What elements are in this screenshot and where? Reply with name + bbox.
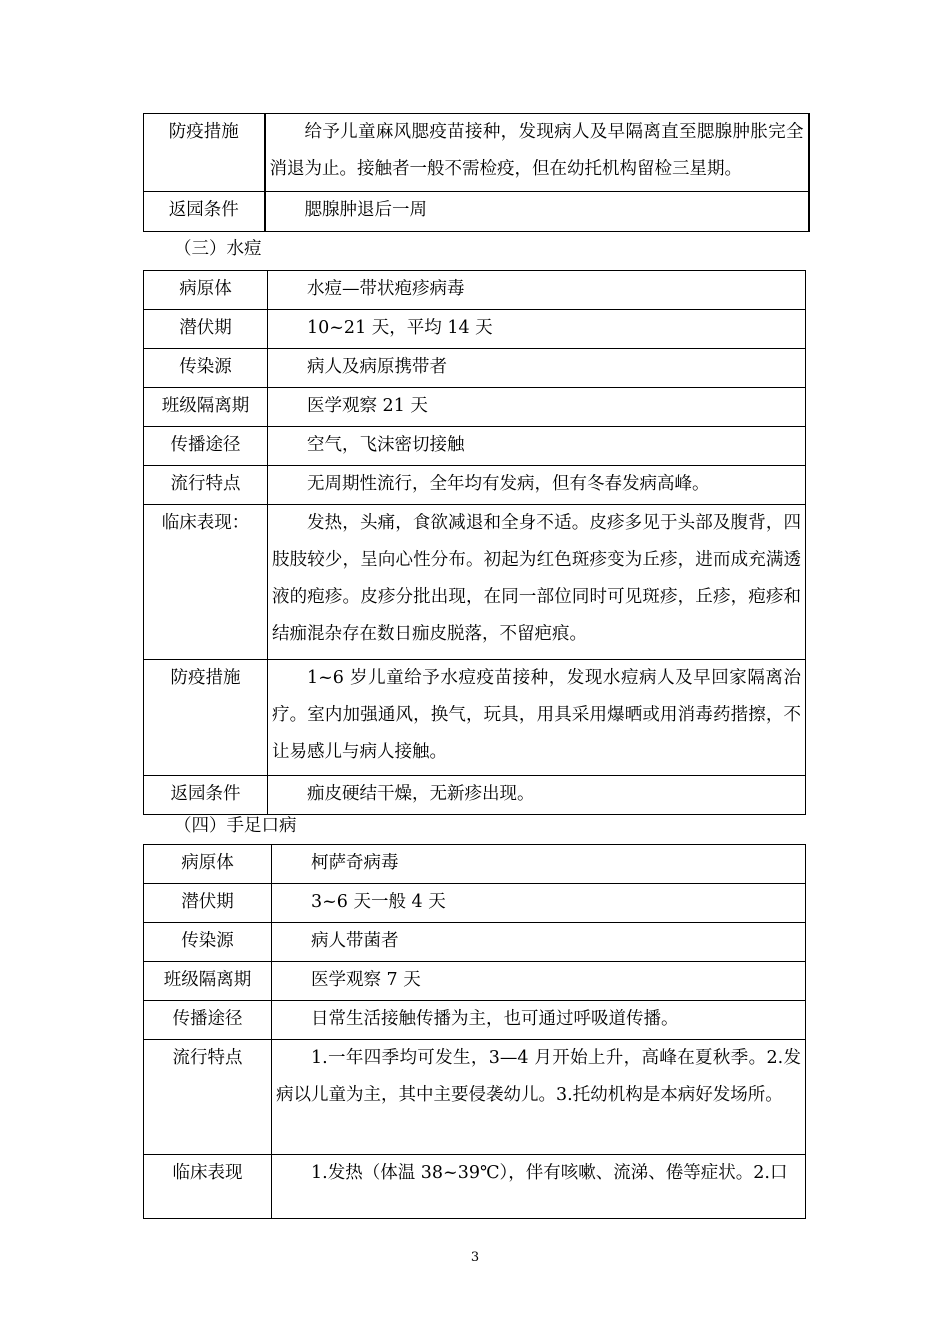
row-label: 防疫措施 (144, 660, 268, 776)
row-label: 临床表现 (144, 1155, 272, 1219)
row-label: 返园条件 (144, 192, 265, 232)
row-label: 传染源 (144, 923, 272, 962)
row-label: 临床表现： (144, 505, 268, 660)
table-row (144, 349, 806, 388)
row-value: 1.发热（体温 38~39℃），伴有咳嗽、流涕、倦等症状。2.口 (272, 1155, 806, 1219)
table-row (144, 192, 809, 232)
row-label: 潜伏期 (144, 884, 272, 923)
row-value: 医学观察 7 天 (272, 962, 806, 1001)
table-row (144, 427, 806, 466)
row-label: 潜伏期 (144, 310, 268, 349)
table-row (144, 466, 806, 505)
table-row (144, 505, 806, 660)
row-label: 传播途径 (144, 427, 268, 466)
table-row (144, 1155, 806, 1219)
row-value: 10~21 天，平均 14 天 (268, 310, 806, 349)
section-heading-chickenpox: （三）水痘 (174, 239, 262, 259)
row-value: 1.一年四季均可发生，3—4 月开始上升，高峰在夏秋季。2.发病以儿童为主，其中主要侵袭幼儿。3.托幼机构是本病好发场所。 (272, 1040, 806, 1155)
row-value: 1~6 岁儿童给予水痘疫苗接种，发现水痘病人及早回家隔离治疗。室内加强通风，换气，玩具，用具采用爆晒或用消毒药揩擦，不让易感儿与病人接触。 (268, 660, 806, 776)
table-row (144, 271, 806, 310)
row-value: 痂皮硬结干燥，无新疹出现。 (268, 776, 806, 815)
measles-continuation-table (143, 113, 810, 232)
table-row (144, 845, 806, 884)
section-heading-hfmd: （四）手足口病 (174, 816, 297, 836)
hfmd-table (143, 844, 806, 1219)
row-label: 流行特点 (144, 466, 268, 505)
table-row (144, 962, 806, 1001)
row-label: 班级隔离期 (144, 388, 268, 427)
row-value: 柯萨奇病毒 (272, 845, 806, 884)
table-row (144, 114, 809, 192)
table-row (144, 1001, 806, 1040)
row-label: 班级隔离期 (144, 962, 272, 1001)
table-row (144, 388, 806, 427)
row-label: 传染源 (144, 349, 268, 388)
row-value: 腮腺肿退后一周 (265, 192, 809, 232)
row-value: 日常生活接触传播为主，也可通过呼吸道传播。 (272, 1001, 806, 1040)
table-row (144, 923, 806, 962)
row-value: 发热，头痛，食欲减退和全身不适。皮疹多见于头部及腹背，四肢肢较少，呈向心性分布。初起为红色斑疹变为丘疹，进而成充满透液的疱疹。皮疹分批出现，在同一部位同时可见斑疹，丘疹，疱疹和结痂混杂存在数日痂皮脱落，不留疤痕。 (268, 505, 806, 660)
page-number: 3 (470, 1250, 480, 1265)
row-value: 给予儿童麻风腮疫苗接种，发现病人及早隔离直至腮腺肿胀完全消退为止。接触者一般不需检疫，但在幼托机构留检三星期。 (265, 114, 809, 192)
row-label: 病原体 (144, 845, 272, 884)
table-row (144, 1040, 806, 1155)
row-label: 防疫措施 (144, 114, 265, 192)
row-value: 水痘—带状疱疹病毒 (268, 271, 806, 310)
table-row (144, 310, 806, 349)
chickenpox-table (143, 270, 806, 815)
row-label: 病原体 (144, 271, 268, 310)
table-row (144, 776, 806, 815)
row-label: 流行特点 (144, 1040, 272, 1155)
row-value: 病人带菌者 (272, 923, 806, 962)
row-value: 无周期性流行，全年均有发病，但有冬春发病高峰。 (268, 466, 806, 505)
table-row (144, 660, 806, 776)
row-label: 传播途径 (144, 1001, 272, 1040)
table-row (144, 884, 806, 923)
row-value: 病人及病原携带者 (268, 349, 806, 388)
row-value: 医学观察 21 天 (268, 388, 806, 427)
row-value: 空气，飞沫密切接触 (268, 427, 806, 466)
row-label: 返园条件 (144, 776, 268, 815)
row-value: 3~6 天一般 4 天 (272, 884, 806, 923)
